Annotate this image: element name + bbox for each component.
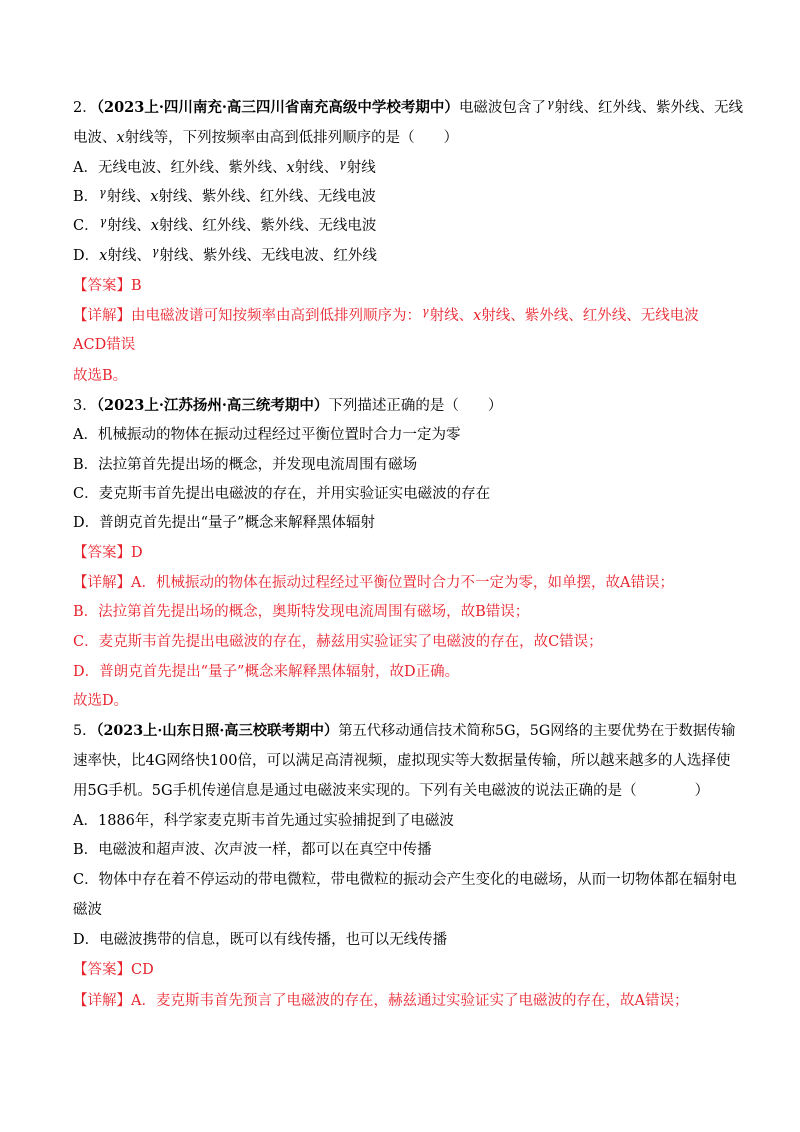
q5-option-d: D．电磁波携带的信息，既可以有线传播，也可以无线传播 [73,932,448,948]
q2-answer: 【答案】B [73,278,142,294]
q2-stem-line-2: 电波、x射线等，下列按频率由高到低排列顺序的是（ ） [73,130,459,146]
q3-number: 3． [73,398,97,414]
q3-option-c: C．麦克斯韦首先提出电磁波的存在，并用实验证实电磁波的存在 [73,486,491,502]
q5-number: 5． [73,723,97,739]
q3-detail-line-5: 故选D。 [73,693,129,709]
q3-stem: 3．（2023上·江苏扬州·高三统考期中）下列描述正确的是（ ） [73,397,503,414]
q2-option-d: D．x射线、$^\gamma$射线、紫外线、无线电波、红外线 [73,245,377,264]
x-symbol: x [116,130,125,146]
q2-detail-line-3: 故选B。 [73,368,128,384]
q3-option-b: B．法拉第首先提出场的概念，并发现电流周围有磁场 [73,457,418,473]
q3-option-d: D．普朗克首先提出“量子”概念来解释黑体辐射 [73,515,375,531]
q3-detail-line-3: C．麦克斯韦首先提出电磁波的存在，赫兹用实验证实了电磁波的存在，故C错误； [73,634,603,650]
q2-number: 2． [73,100,97,116]
q5-option-c-line-2: 磁波 [73,902,102,918]
q2-option-c: C．$^\gamma$射线、x射线、红外线、紫外线、无线电波 [73,215,377,234]
q2-option-a: A．无线电波、红外线、紫外线、x射线、$^\gamma$射线 [73,157,376,176]
q5-option-a: A．1886年，科学家麦克斯韦首先通过实验捕捉到了电磁波 [73,813,454,829]
q5-stem-line-2: 速率快，比4G网络快100倍，可以满足高清视频，虚拟现实等大数据量传输，所以越来越多的人选择使 [73,753,731,769]
q3-detail-line-1: 【详解】A．机械振动的物体在振动过程经过平衡位置时合力不一定为零，如单摆，故A错误； [73,575,674,591]
q3-option-a: A．机械振动的物体在振动过程经过平衡位置时合力一定为零 [73,427,461,443]
q3-source: （2023上·江苏扬州·高三统考期中） [96,397,329,414]
q3-answer: 【答案】D [73,545,143,561]
q2-detail-line-1: 【详解】由电磁波谱可知按频率由高到低排列顺序为：$^\gamma$射线、x射线、紫外线、红外线、无线电波 [73,305,699,324]
q5-stem-line-3: 用5G手机。5G手机传递信息是通过电磁波来实现的。下列有关电磁波的说法正确的是（ ） [73,783,710,799]
q5-source: （2023上·山东日照·高三校联考期中） [96,723,339,739]
gamma-symbol: γ [546,97,554,110]
q5-option-c-line-1: C．物体中存在着不停运动的带电微粒，带电微粒的振动会产生变化的电磁场，从而一切物体都在辐射电 [73,872,737,888]
q2-stem-line-1: 2．（2023上·四川南充·高三四川省南充高级中学校考期中）电磁波包含了$^\gamma$射线、红外线、紫外线、无线 [73,97,744,116]
q2-option-b: B．$^\gamma$射线、x射线、紫外线、红外线、无线电波 [73,186,376,205]
q5-detail-line-1: 【详解】A．麦克斯韦首先预言了电磁波的存在，赫兹通过实验证实了电磁波的存在，故A错误； [73,993,689,1009]
q2-detail-line-2: ACD错误 [73,337,136,353]
q5-option-b: B．电磁波和超声波、次声波一样，都可以在真空中传播 [73,842,432,858]
q3-detail-line-4: D．普朗克首先提出“量子”概念来解释黑体辐射，故D正确。 [73,664,460,680]
q2-source: （2023上·四川南充·高三四川省南充高级中学校考期中） [96,99,459,116]
q5-stem-line-1: 5．（2023上·山东日照·高三校联考期中）第五代移动通信技术简称5G，5G网络的主要优势在于数据传输 [73,723,736,739]
q5-answer: 【答案】CD [73,962,154,978]
q3-detail-line-2: B．法拉第首先提出场的概念，奥斯特发现电流周围有磁场，故B错误； [73,604,530,620]
